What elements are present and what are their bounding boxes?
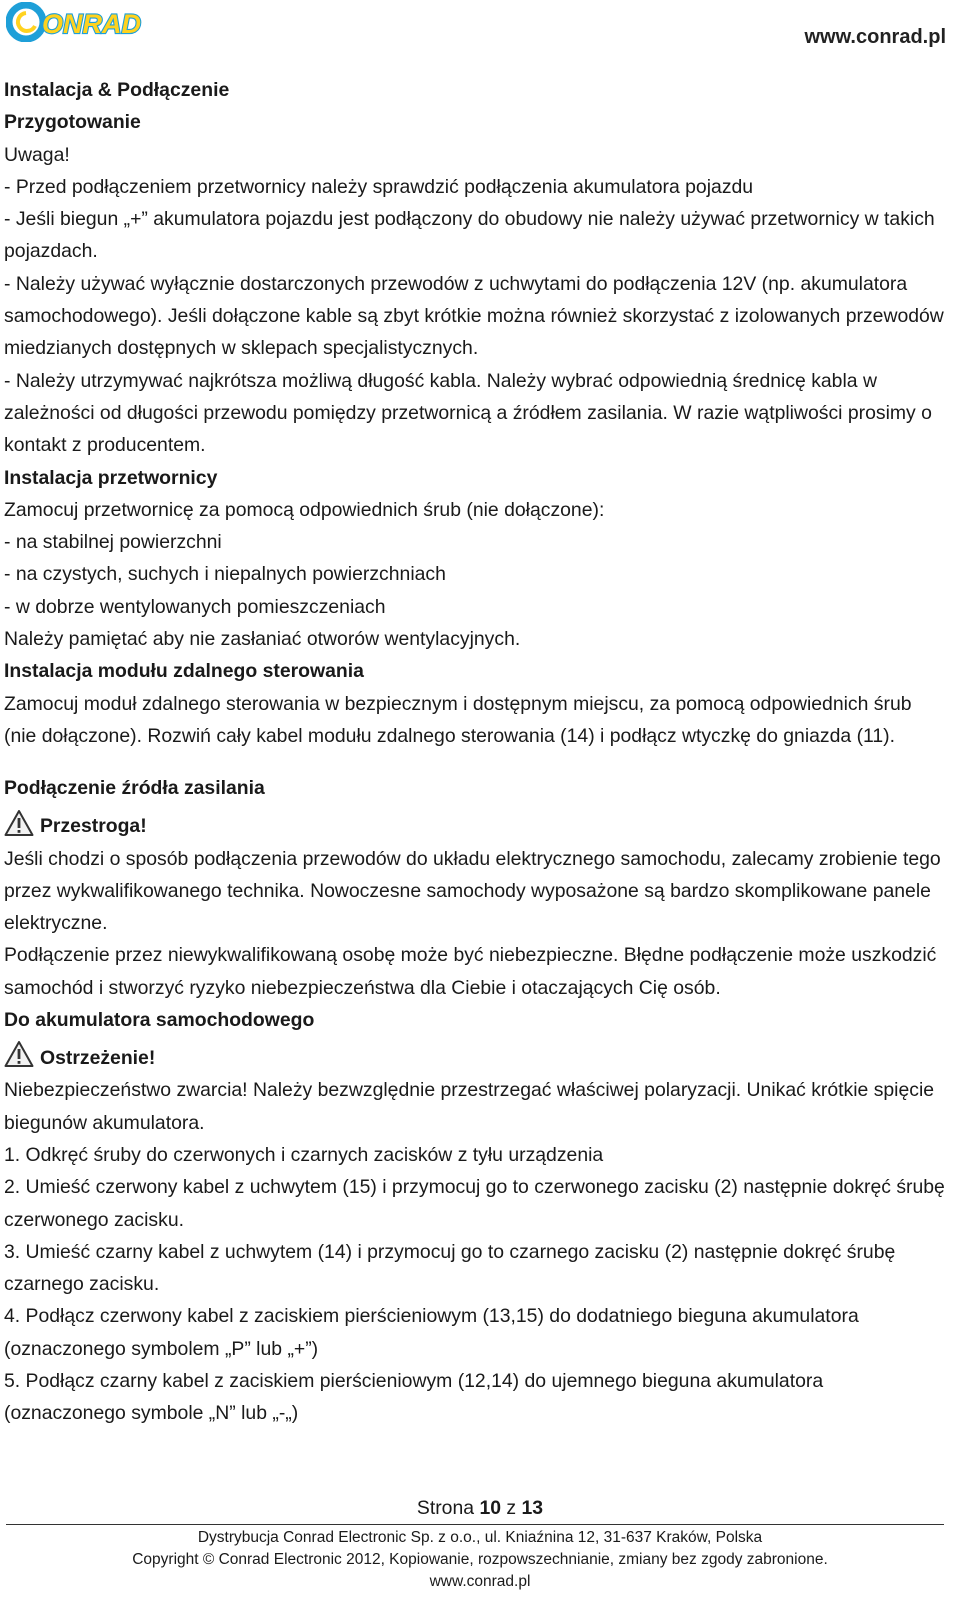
inverter-item-3: - w dobrze wentylowanych pomieszczeniach — [4, 595, 386, 618]
step-3: 3. Umieść czarny kabel z uchwytem (14) i przymocuj go to czarnego zacisku (2) następnie dokręć śrubę czarnego zacisku. — [4, 1240, 896, 1296]
conrad-logo — [6, 2, 162, 42]
footer-distribution: Dystrybucja Conrad Electronic Sp. z o.o., ul. Kniaźnina 12, 31-637 Kraków, Polska — [197, 1529, 763, 1546]
step-2: 2. Umieść czerwony kabel z uchwytem (15) i przymocuj go to czerwonego zacisku (2) następnie dokręć śrubę czerwonego zacisku. — [4, 1176, 945, 1231]
warning-label: Ostrzeżenie! — [40, 1047, 156, 1070]
inverter-intro: Zamocuj przetwornicę za pomocą odpowiednich śrub (nie dołączone): — [4, 498, 605, 521]
power-text-2: Podłączenie przez niewykwalifikowaną osobę może być niebezpieczne. Błędne podłączenie może uszkodzić samochód i stworzyć ryzyko niebezpieczeństwa dla Ciebie i otaczających Cię osób. — [4, 944, 937, 999]
page-footer — [0, 1527, 960, 1593]
caution-label: Przestroga! — [40, 815, 147, 838]
manual-content — [4, 74, 949, 1430]
inverter-item-1: - na stabilnej powierzchni — [4, 531, 222, 554]
prep-item-1: - Przed podłączeniem przetwornicy należy sprawdzić podłączenia akumulatora pojazdu — [4, 175, 754, 198]
footer-divider — [6, 1524, 944, 1525]
step-1: 1. Odkręć śruby do czerwonych i czarnych zacisków z tyłu urządzenia — [4, 1143, 604, 1166]
header-url[interactable]: www.conrad.pl — [804, 26, 946, 48]
page-separator: z — [506, 1497, 517, 1519]
caution-notice — [4, 805, 949, 843]
heading-power-connection: Podłączenie źródła zasilania — [4, 777, 265, 800]
heading-car-battery: Do akumulatora samochodowego — [4, 1009, 315, 1032]
heading-preparation: Przygotowanie — [4, 111, 141, 134]
power-text-1: Jeśli chodzi o sposób podłączenia przewodów do układu elektrycznego samochodu, zalecamy zrobienie tego przez wykwalifikowanego technika. Nowoczesne samochody wyposażone są bardzo skomplikowane panele elektryczne. — [4, 847, 941, 935]
warning-triangle-icon — [4, 809, 34, 837]
warning-triangle-icon — [4, 1040, 34, 1068]
prep-item-3: - Należy używać wyłącznie dostarczonych przewodów z uchwytami do podłączenia 12V (np. akumulatora samochodowego). Jeśli dołączone kable są zbyt krótkie można również skorzystać z izolowanych przewodów miedzianych dostępnych w sklepach specjalistycznych. — [4, 272, 944, 360]
heading-inverter-install: Instalacja przetwornicy — [4, 466, 218, 489]
remote-text: Zamocuj moduł zdalnego sterowania w bezpiecznym i dostępnym miejscu, za pomocą odpowiednich śrub (nie dołączone). Rozwiń cały kabel modułu zdalnego sterowania (14) i podłącz wtyczkę do gniazda (11). — [4, 692, 912, 747]
spacer — [4, 752, 949, 772]
warning-notice — [4, 1036, 949, 1074]
page-total: 13 — [521, 1497, 544, 1519]
prep-item-2: - Jeśli biegun „+” akumulatora pojazdu jest podłączony do obudowy nie należy używać przetwornicy w takich pojazdach. — [4, 208, 935, 263]
heading-installation: Instalacja & Podłączenie — [4, 79, 230, 101]
inverter-item-2: - na czystych, suchych i niepalnych powierzchniach — [4, 563, 446, 586]
battery-warning-text: Niebezpieczeństwo zwarcia! Należy bezwzględnie przestrzegać właściwej polaryzacji. Unikać krótkie spięcie biegunów akumulatora. — [4, 1079, 935, 1134]
step-5: 5. Podłącz czarny kabel z zaciskiem pierścieniowym (12,14) do ujemnego bieguna akumulatora (oznaczonego symbole „N” lub „-„) — [4, 1369, 824, 1425]
prep-item-4: - Należy utrzymywać najkrótsza możliwą długość kabla. Należy wybrać odpowiednią średnicę kabla w zależności od długości przewodu pomiędzy przetwornicą a źródłem zasilania. W razie wątpliwości prosimy o kontakt z producentem. — [4, 369, 932, 457]
page-current: 10 — [479, 1497, 502, 1519]
footer-copyright: Copyright © Conrad Electronic 2012, Kopiowanie, rozpowszechnianie, zmiany bez zgody zabronione. — [132, 1551, 828, 1568]
svg-text:ONRAD: ONRAD — [42, 9, 141, 39]
heading-remote-install: Instalacja modułu zdalnego sterowania — [4, 660, 364, 683]
step-4: 4. Podłącz czerwony kabel z zaciskiem pierścieniowym (13,15) do dodatniego bieguna akumulatora (oznaczonego symbolem „P” lub „+”) — [4, 1305, 859, 1360]
footer-url[interactable]: www.conrad.pl — [429, 1573, 531, 1590]
page-label: Strona — [416, 1497, 475, 1519]
note-label: Uwaga! — [4, 143, 70, 166]
inverter-note: Należy pamiętać aby nie zasłaniać otworów wentylacyjnych. — [4, 628, 521, 651]
page-number — [0, 1497, 960, 1520]
